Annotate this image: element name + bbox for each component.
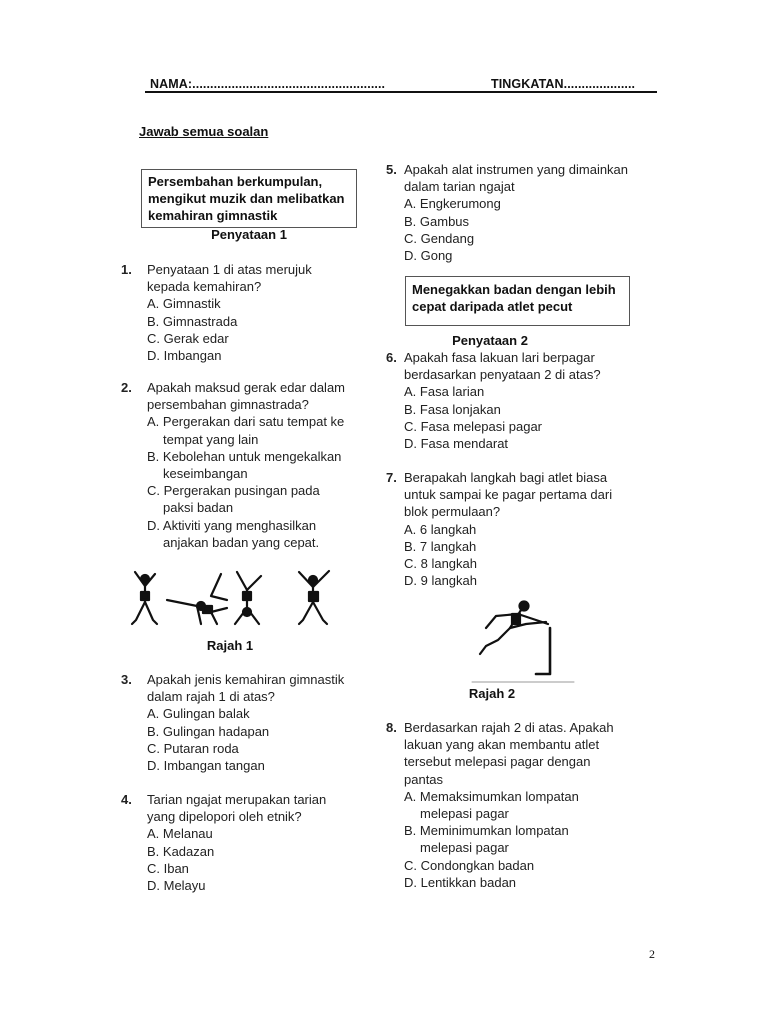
question-7	[386, 469, 656, 589]
option-b	[404, 538, 656, 555]
statement-1-caption: Penyataan 1	[211, 227, 287, 242]
question-5	[386, 161, 656, 264]
hurdler-figure	[480, 602, 548, 655]
stem-line: Berdasarkan rajah 2 di atas. Apakah	[404, 720, 614, 735]
stem-line: pantas	[404, 771, 444, 787]
statement-1-line: Persembahan berkumpulan,	[148, 174, 323, 189]
option-text: D. Fasa mendarat	[404, 436, 509, 452]
statement-2-box	[405, 276, 630, 326]
option-text: B. Gulingan hadapan	[147, 723, 270, 739]
name-field-label	[150, 77, 385, 91]
option-d	[147, 347, 371, 364]
stem-line: dalam tarian ngajat	[404, 179, 515, 195]
stem-line: persembahan gimnastrada?	[147, 397, 309, 413]
option-text: D. Imbangan	[147, 348, 222, 364]
option-text: A. Memaksimumkan lompatan	[404, 788, 579, 804]
figure-2-hurdler-illustration	[466, 594, 576, 684]
option-text: D. Imbangan tangan	[147, 758, 265, 774]
question-8	[386, 719, 656, 891]
stem-line: dalam rajah 1 di atas?	[147, 689, 275, 705]
option-d	[404, 572, 656, 589]
gymnast-figure	[132, 572, 157, 624]
option-text: D. Melayu	[147, 878, 206, 894]
question-6	[386, 349, 656, 452]
stem-line: berdasarkan penyataan 2 di atas?	[404, 367, 601, 383]
stem-line: Apakah jenis kemahiran gimnastik	[147, 672, 345, 687]
stem-line: blok permulaan?	[404, 504, 501, 520]
option-text: melepasi pagar	[420, 806, 509, 822]
statement-1-text	[142, 170, 356, 227]
option-b	[147, 723, 371, 740]
option-text: tempat yang lain	[163, 431, 259, 447]
question-number: 7.	[386, 470, 397, 485]
option-text: B. Gimnastrada	[147, 313, 238, 329]
option-c	[404, 555, 656, 572]
stem-line: kepada kemahiran?	[147, 279, 262, 295]
option-d	[404, 435, 656, 452]
option-text: D. Gong	[404, 248, 453, 264]
option-b	[404, 213, 656, 230]
stem-line: yang dipelopori oleh etnik?	[147, 809, 302, 825]
gymnast-figure	[167, 574, 227, 624]
option-text: C. Gendang	[404, 230, 475, 246]
question-number: 4.	[121, 792, 132, 807]
question-number: 5.	[386, 162, 397, 177]
instructions: Jawab semua soalan	[139, 124, 269, 139]
stem-line: Tarian ngajat merupakan tarian	[147, 792, 327, 807]
figure-1-caption: Rajah 1	[206, 638, 254, 653]
stem-line: Berapakah langkah bagi atlet biasa	[404, 470, 608, 485]
question-stem	[404, 719, 656, 788]
option-c	[147, 860, 371, 877]
hurdle-icon	[536, 628, 550, 674]
option-b	[147, 448, 371, 482]
page-number: 2	[649, 947, 655, 961]
option-text: D. Aktiviti yang menghasilkan	[147, 517, 317, 533]
header-rule	[145, 91, 657, 93]
option-b	[404, 822, 656, 856]
question-3	[121, 671, 371, 774]
question-number: 3.	[121, 672, 132, 687]
option-text: anjakan badan yang cepat.	[163, 534, 320, 550]
option-a	[147, 705, 371, 722]
option-d	[147, 757, 371, 774]
option-text: D. Lentikkan badan	[404, 874, 517, 890]
option-text: A. Melanau	[147, 826, 213, 842]
option-text: B. 7 langkah	[404, 538, 477, 554]
question-stem	[404, 469, 656, 521]
option-text: A. Fasa larian	[404, 384, 485, 400]
option-text: A. Engkerumong	[404, 196, 501, 212]
option-text: B. Meminimumkan lompatan	[404, 823, 569, 839]
statement-2-line: Menegakkan badan dengan lebih	[412, 282, 616, 297]
figure-1-cartwheel-illustration	[127, 568, 357, 630]
tingkatan-dots: ....................	[563, 77, 636, 91]
question-stem	[147, 261, 371, 295]
option-c	[404, 418, 656, 435]
option-text: C. Putaran roda	[147, 740, 239, 756]
tingkatan-label: TINGKATAN	[491, 77, 564, 91]
option-c	[147, 330, 371, 347]
option-d	[404, 874, 656, 891]
statement-1-line: mengikut muzik dan melibatkan	[148, 191, 345, 206]
option-text: B. Fasa lonjakan	[404, 401, 501, 417]
statement-1-box	[141, 169, 357, 228]
gymnast-figure	[299, 571, 329, 624]
option-text: C. 8 langkah	[404, 556, 477, 572]
statement-2-line: cepat daripada atlet pecut	[412, 299, 573, 314]
nama-dots: ......................................................	[192, 77, 386, 91]
class-field-label	[491, 77, 635, 91]
option-a	[404, 521, 656, 538]
question-stem	[147, 671, 371, 705]
question-stem	[147, 791, 371, 825]
statement-1-line: kemahiran gimnastik	[148, 208, 278, 223]
stem-line: lakuan yang akan membantu atlet	[404, 737, 600, 753]
option-a	[147, 295, 371, 312]
option-b	[404, 401, 656, 418]
statement-2-caption: Penyataan 2	[452, 333, 528, 348]
nama-label: NAMA:	[150, 77, 193, 91]
option-b	[147, 843, 371, 860]
option-text: A. Gulingan balak	[147, 706, 250, 722]
option-d	[147, 517, 371, 551]
question-stem	[147, 379, 371, 413]
question-number: 1.	[121, 262, 132, 277]
option-text: C. Condongkan badan	[404, 857, 535, 873]
option-a	[404, 195, 656, 212]
option-a	[147, 825, 371, 842]
option-a	[404, 383, 656, 400]
question-stem	[404, 161, 656, 195]
option-text: A. 6 langkah	[404, 521, 477, 537]
option-text: keseimbangan	[163, 466, 248, 482]
option-text: paksi badan	[163, 500, 234, 516]
question-number: 6.	[386, 350, 397, 365]
option-text: D. 9 langkah	[404, 573, 477, 589]
option-text: B. Kebolehan untuk mengekalkan	[147, 448, 342, 464]
question-stem	[404, 349, 656, 383]
option-d	[147, 877, 371, 894]
stem-line: Apakah fasa lakuan lari berpagar	[404, 350, 595, 365]
option-text: A. Pergerakan dari satu tempat ke	[147, 414, 345, 430]
option-text: C. Iban	[147, 860, 189, 876]
option-a	[147, 413, 371, 447]
question-4	[121, 791, 371, 894]
figure-2-caption: Rajah 2	[468, 686, 516, 701]
stem-line: tersebut melepasi pagar dengan	[404, 754, 591, 770]
question-number: 2.	[121, 380, 132, 395]
option-text: C. Gerak edar	[147, 330, 229, 346]
question-number: 8.	[386, 720, 397, 735]
option-a	[404, 788, 656, 822]
option-c	[147, 482, 371, 516]
option-c	[404, 857, 656, 874]
option-text: B. Gambus	[404, 213, 470, 229]
option-text: C. Fasa melepasi pagar	[404, 418, 543, 434]
stem-line: Apakah maksud gerak edar dalam	[147, 380, 346, 395]
question-1	[121, 261, 371, 364]
option-text: B. Kadazan	[147, 843, 215, 859]
option-c	[147, 740, 371, 757]
option-b	[147, 313, 371, 330]
statement-2-text	[406, 277, 629, 318]
stem-line: Apakah alat instrumen yang dimainkan	[404, 162, 629, 177]
stem-line: Penyataan 1 di atas merujuk	[147, 262, 312, 277]
option-text: melepasi pagar	[420, 840, 509, 856]
option-d	[404, 247, 656, 264]
stem-line: untuk sampai ke pagar pertama dari	[404, 487, 613, 503]
option-text: C. Pergerakan pusingan pada	[147, 483, 320, 499]
gymnast-figure	[235, 572, 261, 624]
option-text: A. Gimnastik	[147, 296, 221, 312]
question-2	[121, 379, 371, 551]
option-c	[404, 230, 656, 247]
